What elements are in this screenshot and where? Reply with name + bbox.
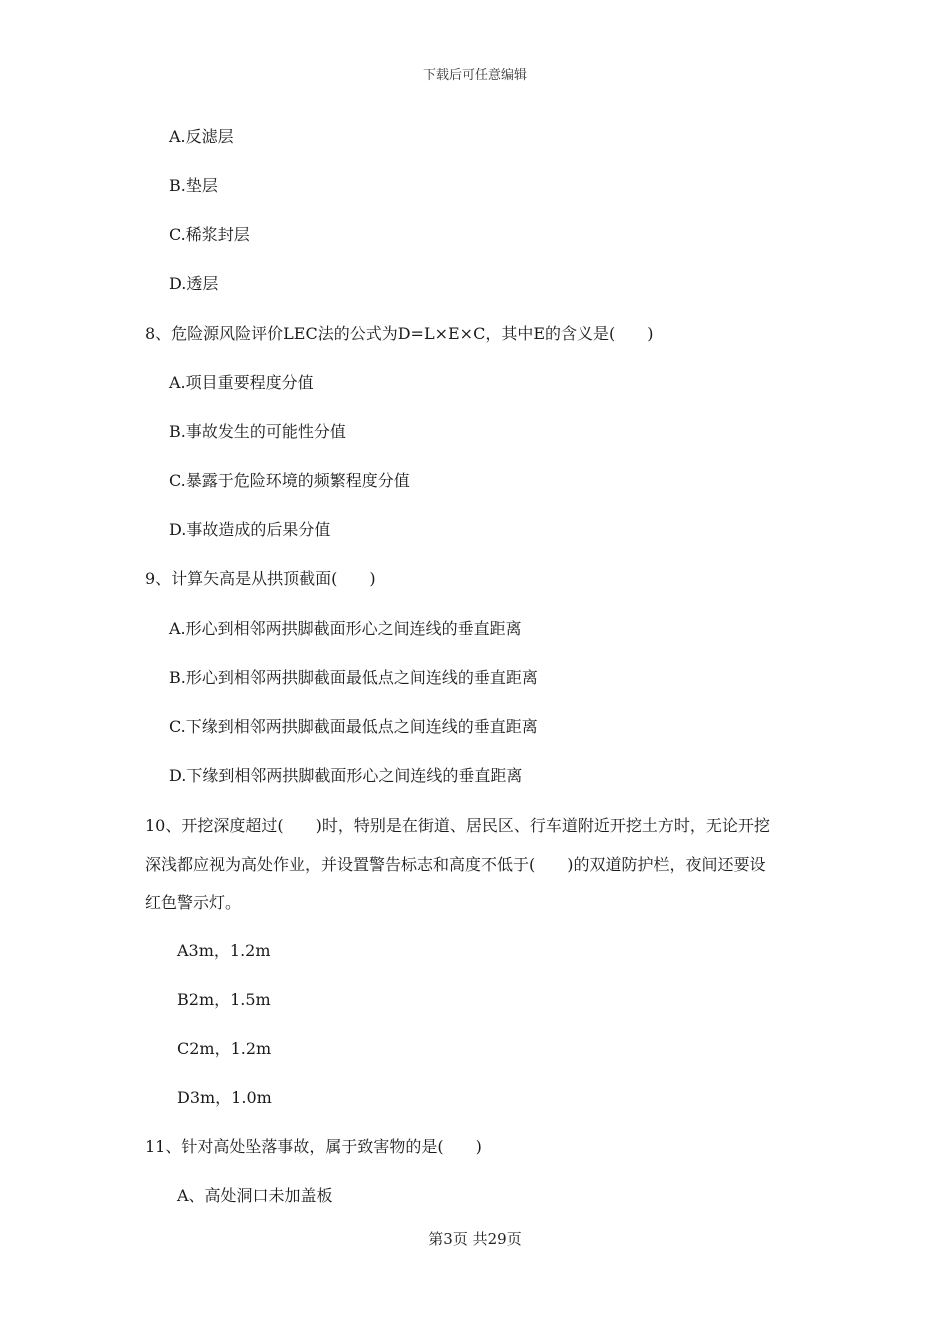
q9-option-d: D.下缘到相邻两拱脚截面形心之间连线的垂直距离 [169,766,523,785]
page-header: 下载后可任意编辑 [422,68,527,83]
q8-option-b: B.事故发生的可能性分值 [169,422,346,441]
q8-option-d: D.事故造成的后果分值 [169,520,331,539]
q10-question-line-3: 红色警示灯。 [145,893,242,912]
q10-question-line-1: 10、开挖深度超过( )时，特别是在街道、居民区、行车道附近开挖土方时，无论开挖 [145,816,770,835]
q9-question: 9、计算矢高是从拱顶截面( ) [145,569,376,588]
q9-option-c: C.下缘到相邻两拱脚截面最低点之间连线的垂直距离 [169,717,538,736]
q10-question-line-2: 深浅都应视为高处作业，并设置警告标志和高度不低于( )的双道防护栏，夜间还要设 [145,855,766,874]
q11-question: 11、针对高处坠落事故，属于致害物的是( ) [145,1137,482,1156]
q9-option-b: B.形心到相邻两拱脚截面最低点之间连线的垂直距离 [169,668,538,687]
q8-option-c: C.暴露于危险环境的频繁程度分值 [169,471,410,490]
q8-question: 8、危险源风险评价LEC法的公式为D=L×E×C，其中E的含义是( ) [145,324,654,343]
q11-option-a: A、高处洞口未加盖板 [177,1186,333,1205]
q8-option-a: A.项目重要程度分值 [169,373,314,392]
q7-option-c: C.稀浆封层 [169,225,250,244]
q9-option-a: A.形心到相邻两拱脚截面形心之间连线的垂直距离 [169,619,522,638]
q7-option-a: A.反滤层 [169,127,234,146]
q7-option-b: B.垫层 [169,176,218,195]
q7-option-d: D.透层 [169,274,219,293]
q10-option-a: A3m，1.2m [177,941,271,960]
page-footer: 第3页 共29页 [428,1230,522,1248]
q10-option-d: D3m，1.0m [177,1088,272,1107]
q10-option-c: C2m，1.2m [177,1039,272,1058]
q10-option-b: B2m，1.5m [177,990,271,1009]
